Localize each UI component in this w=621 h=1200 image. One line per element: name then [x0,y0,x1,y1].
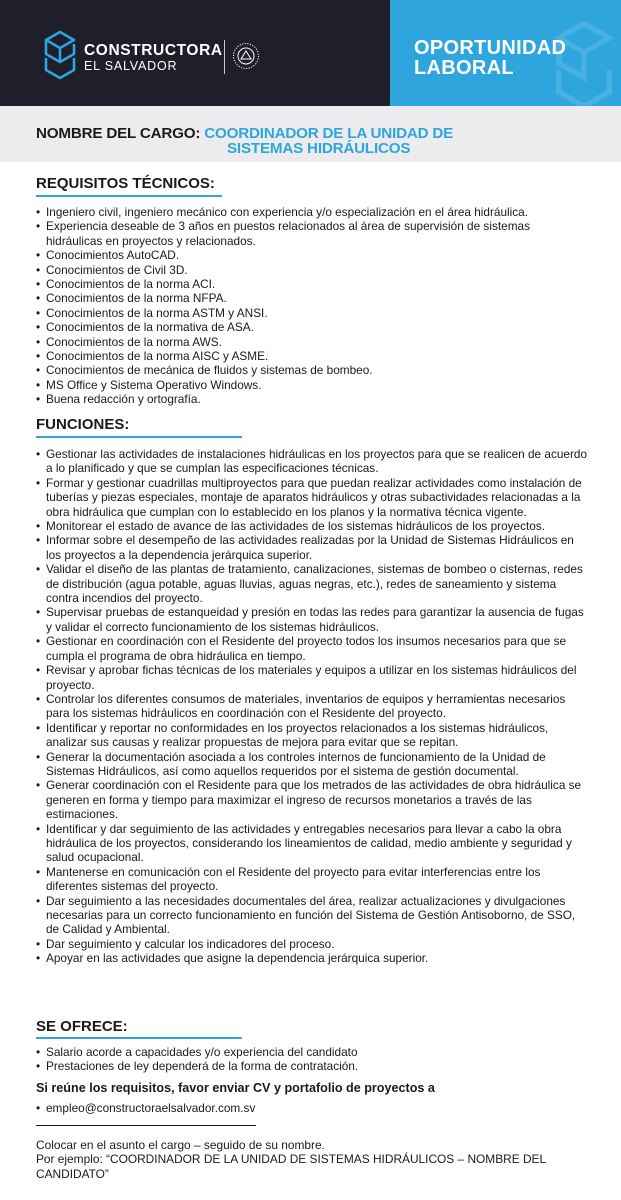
list-item: • Gestionar en coordinación con el Residente del proyecto todos los insumos necesarios para que se cumpla el programa de obra hidráulica en tiempo. [36,634,588,663]
apply-instructions: Si reúne los requisitos, favor enviar CV y portafolio de proyectos a [36,1081,435,1095]
note-divider [36,1125,256,1126]
brand-name: CONSTRUCTORA [84,42,223,59]
offer-heading [414,38,566,78]
contact-email[interactable]: • empleo@constructoraelsalvador.com.sv [36,1101,588,1115]
offer-heading-line1: OPORTUNIDAD [414,37,567,59]
requisitos-underline [36,195,222,197]
list-item: • Formar y gestionar cuadrillas multiproyectos para que puedan realizar actividades como instalación de tuberías y piezas especiales, montaje de aparatos hidráulicos y otras subactividades relacionadas a la obra hidráulica que cumplan con lo establecido en los planos y la normativa técnica vigente. [36,476,588,519]
list-item: • Conocimientos de mecánica de fluidos y sistemas de bombeo. [36,363,588,377]
list-item: • Conocimientos de la norma ACI. [36,277,588,291]
list-item: • Monitorear el estado de avance de las actividades de los sistemas hidráulicos de los proyectos. [36,519,588,533]
cube-logo-icon [44,30,76,80]
list-item: • Identificar y dar seguimiento de las actividades y entregables necesarios para llevar a cabo la obra hidráulica de los proyectos, considerando los lineamientos de calidad, medio ambiente y seguridad y salud ocupacional. [36,822,588,865]
list-item: • Informar sobre el desempeño de las actividades realizadas por la Unidad de Sistemas Hidráulicos en los proyectos a la dependencia jerárquica superior. [36,533,588,562]
list-item: • Dar seguimiento a las necesidades documentales del área, realizar actualizaciones y divulgaciones necesarias para un correcto funcionamiento en función del Sistema de Gestión Antisoborno, de SSO, de Calidad y Ambiental. [36,894,588,937]
list-item: • Conocimientos de la norma ASTM y ANSI. [36,306,588,320]
list-item: • Gestionar las actividades de instalaciones hidráulicas en los proyectos para que se realicen de acuerdo a lo planificado y que se cumplan las especificaciones técnicas. [36,447,588,476]
brand-panel [0,0,390,106]
requisitos-heading: REQUISITOS TÉCNICOS: [36,175,215,192]
list-item: • Prestaciones de ley dependerá de la forma de contratación. [36,1059,588,1073]
ofrece-list [36,1045,588,1074]
list-item: • Conocimientos de la norma NFPA. [36,291,588,305]
brand-subtitle: EL SALVADOR [84,59,178,73]
list-item: • Generar la documentación asociada a los controles internos de funcionamiento de la Unidad de Sistemas Hidráulicos, así como aquellos requeridos por el sistema de gestión documental. [36,750,588,779]
list-item: • Revisar y aprobar fichas técnicas de los materiales y equipos a utilizar en los sistemas hidráulicos del proyecto. [36,663,588,692]
list-item: • Conocimientos de la normativa de ASA. [36,320,588,334]
national-seal-icon [232,42,260,70]
list-item: • Ingeniero civil, ingeniero mecánico con experiencia y/o especialización en el área hidráulica. [36,205,588,219]
subject-note-line1: Colocar en el asunto el cargo – seguido de su nombre. [36,1138,325,1152]
offer-heading-line2: LABORAL [414,57,514,79]
funciones-heading: FUNCIONES: [36,416,130,433]
job-title-value-line1: COORDINADOR DE LA UNIDAD DE [204,125,454,142]
brand-divider [224,40,225,74]
list-item: • Controlar los diferentes consumos de materiales, inventarios de equipos y herramientas necesarios para los sistemas hidráulicos en coordinación con el Residente del proyecto. [36,692,588,721]
funciones-list [36,447,588,966]
funciones-underline [36,436,242,438]
list-item: • Salario acorde a capacidades y/o experiencia del candidato [36,1045,588,1059]
ofrece-heading: SE OFRECE: [36,1018,128,1035]
requisitos-list [36,205,588,407]
list-item: • Supervisar pruebas de estanqueidad y presión en todas las redes para garantizar la ausencia de fugas y validar el correcto funcionamiento de los sistemas hidráulicos. [36,605,588,634]
subject-note [36,1138,596,1181]
list-item: • Buena redacción y ortografía. [36,392,588,406]
list-item: • Conocimientos de la norma AWS. [36,335,588,349]
contact-list [36,1101,588,1115]
list-item: • Conocimientos de la norma AISC y ASME. [36,349,588,363]
header-banner [0,0,621,106]
ofrece-underline [36,1037,242,1039]
list-item: • Conocimientos AutoCAD. [36,248,588,262]
list-item: • Identificar y reportar no conformidades en los proyectos relacionados a los sistemas hidráulicos, analizar sus causas y realizar propuestas de mejora para evitar que se repitan. [36,721,588,750]
job-title-label: NOMBRE DEL CARGO: [36,125,201,142]
job-title [36,125,454,157]
list-item: • Conocimientos de Civil 3D. [36,263,588,277]
list-item: • Generar coordinación con el Residente para que los metrados de las actividades de obra hidráulica se generen en forma y tiempo para maximizar el ingreso de recursos monetarios a través de las estimaciones. [36,778,588,821]
list-item: • Validar el diseño de las plantas de tratamiento, canalizaciones, sistemas de bombeo o cisternas, redes de distribución (agua potable, aguas lluvias, aguas negras, etc.), redes de saneamiento y sistema contra incendios del proyecto. [36,562,588,605]
list-item: • Apoyar en las actividades que asigne la dependencia jerárquica superior. [36,951,588,965]
subject-note-line2: Por ejemplo: “COORDINADOR DE LA UNIDAD DE SISTEMAS HIDRÁULICOS – NOMBRE DEL CANDIDATO” [36,1152,546,1181]
job-title-value-line2: SISTEMAS HIDRÁULICOS [227,140,411,157]
list-item: • MS Office y Sistema Operativo Windows. [36,378,588,392]
list-item: • Experiencia deseable de 3 años en puestos relacionados al área de supervisión de sistemas hidráulicas en proyectos y relacionados. [36,219,588,248]
list-item: • Mantenerse en comunicación con el Residente del proyecto para evitar interferencias entre los diferentes sistemas del proyecto. [36,865,588,894]
list-item: • Dar seguimiento y calcular los indicadores del proceso. [36,937,588,951]
